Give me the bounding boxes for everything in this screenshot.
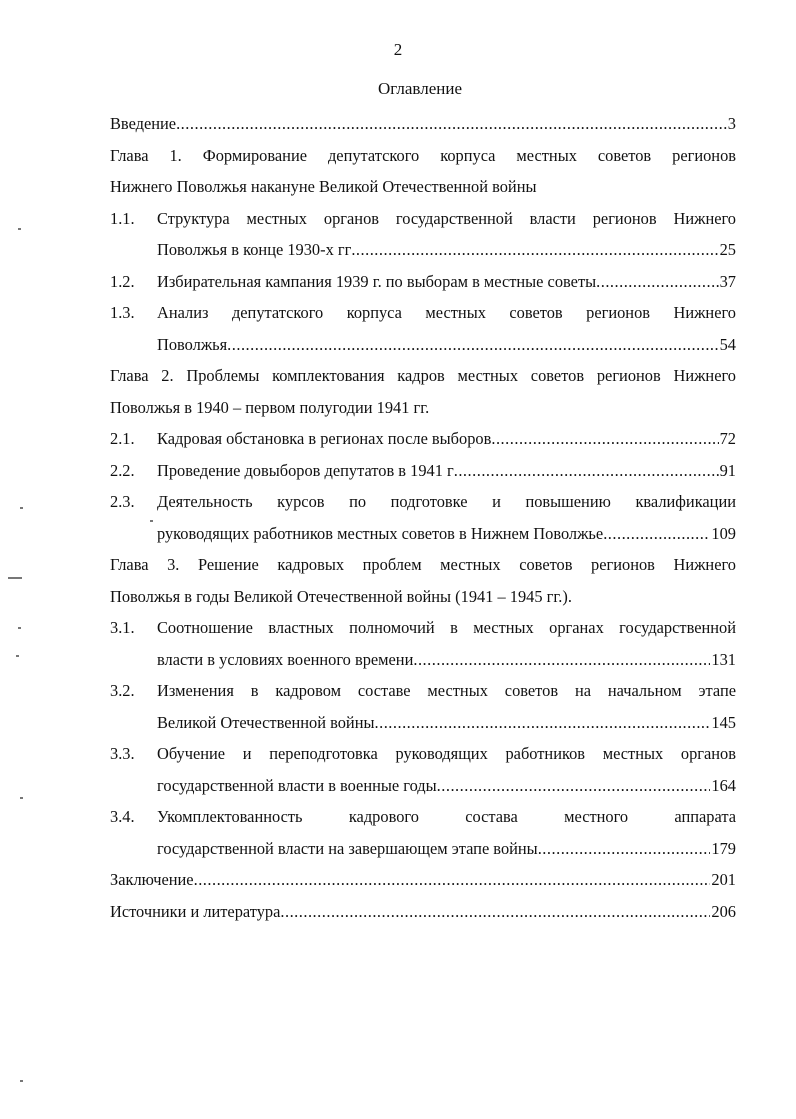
scan-mark: [20, 1080, 23, 1082]
toc-title: Оглавление: [378, 79, 462, 98]
chapter-title-line: Глава 3. Решение кадровых проблем местных советов регионов Нижнего: [110, 555, 736, 574]
section-number: 3.3.: [110, 744, 135, 763]
toc-section-3-1[interactable]: [110, 612, 736, 675]
toc-entry-page: 3: [727, 114, 736, 133]
chapter-title-line: Глава 2. Проблемы комплектования кадров местных советов регионов Нижнего: [110, 366, 736, 385]
section-title-line: Структура местных органов государственной власти регионов Нижнего: [157, 208, 736, 228]
page-number: 2: [393, 40, 403, 59]
chapter-title-line: Поволжья в годы Великой Отечественной войны (1941 – 1945 гг.).: [110, 586, 572, 606]
toc-chapter-2[interactable]: [110, 360, 736, 423]
scan-mark: [16, 655, 19, 657]
section-title-line: власти в условиях военного времени: [157, 649, 414, 669]
dot-leader: [280, 896, 710, 928]
toc-entry-page: 109: [711, 523, 736, 543]
toc-entry-page: 131: [711, 649, 736, 669]
section-title-line: государственной власти в военные годы: [157, 775, 437, 795]
dot-leader: [351, 234, 718, 266]
toc-section-2-1[interactable]: [110, 423, 736, 455]
chapter-title-line: Поволжья в 1940 – первом полугодии 1941 гг.: [110, 397, 430, 417]
toc-entry-page: 37: [719, 271, 736, 291]
section-number: 2.2.: [110, 460, 135, 480]
toc-section-2-2[interactable]: [110, 455, 736, 487]
toc-entry-intro[interactable]: [110, 108, 736, 140]
chapter-title-line: Глава 1. Формирование депутатского корпуса местных советов регионов: [110, 145, 736, 165]
scan-mark: [150, 520, 153, 522]
section-number: 3.2.: [110, 681, 135, 700]
section-title-line: Укомплектованность кадрового состава местного аппарата: [157, 807, 736, 826]
section-number: 2.3.: [110, 492, 135, 511]
toc-section-3-2[interactable]: [110, 675, 736, 738]
dot-leader: [227, 329, 718, 361]
toc-entry-page: 72: [719, 429, 736, 448]
section-number: 1.2.: [110, 271, 135, 291]
section-title-line: Избирательная кампания 1939 г. по выборам в местные советы: [157, 271, 597, 291]
toc-section-1-3[interactable]: [110, 297, 736, 360]
dot-leader: [176, 108, 727, 140]
dot-leader: [413, 644, 710, 676]
toc-entry-sources[interactable]: [110, 896, 736, 928]
section-number: 1.3.: [110, 303, 135, 322]
toc-chapter-1[interactable]: [110, 140, 736, 203]
dot-leader: [491, 423, 718, 455]
toc-section-1-2[interactable]: [110, 266, 736, 298]
section-title-line: руководящих работников местных советов в Нижнем Поволжье: [157, 523, 604, 543]
section-title-line: государственной власти на завершающем этапе войны: [157, 838, 538, 858]
toc-entry-page: 164: [711, 775, 736, 795]
scan-mark: [8, 577, 22, 579]
section-title-line: Анализ депутатского корпуса местных советов регионов Нижнего: [157, 303, 736, 322]
toc-section-3-3[interactable]: [110, 738, 736, 801]
toc-chapter-3[interactable]: [110, 549, 736, 612]
section-number: 2.1.: [110, 429, 135, 448]
section-title-line: Проведение довыборов депутатов в 1941 г: [157, 460, 454, 480]
toc-entry-conclusion[interactable]: [110, 864, 736, 896]
scan-mark: [18, 228, 21, 230]
scan-mark: [18, 627, 21, 629]
toc-entry-page: 145: [711, 712, 736, 732]
dot-leader: [194, 864, 711, 896]
toc-entry-page: 201: [711, 870, 736, 889]
dot-leader: [375, 707, 711, 739]
toc-entry-label: Заключение: [110, 870, 194, 889]
toc-section-3-4[interactable]: [110, 801, 736, 864]
scan-mark: [20, 797, 23, 799]
section-title-line: Изменения в кадровом составе местных советов на начальном этапе: [157, 681, 736, 700]
section-title-line: Деятельность курсов по подготовке и повышению квалификации: [157, 492, 736, 511]
toc-entry-page: 25: [719, 240, 736, 259]
dot-leader: [596, 266, 718, 298]
toc-entry-page: 54: [719, 334, 736, 354]
section-title-line: Соотношение властных полномочий в местных органах государственной: [157, 618, 736, 637]
toc-section-2-3[interactable]: [110, 486, 736, 549]
section-number: 3.4.: [110, 807, 135, 826]
section-number: 3.1.: [110, 618, 135, 637]
table-of-contents: [110, 108, 736, 927]
dot-leader: [454, 455, 719, 487]
dot-leader: [437, 770, 711, 802]
toc-entry-label: Источники и литература: [110, 901, 281, 921]
toc-entry-page: 179: [711, 838, 736, 858]
scan-mark: [20, 507, 23, 509]
toc-entry-page: 206: [711, 901, 736, 921]
section-title-line: Поволжья в конце 1930-х гг: [157, 240, 352, 259]
section-number: 1.1.: [110, 208, 135, 228]
section-title-line: Великой Отечественной войны: [157, 712, 375, 732]
dot-leader: [538, 833, 711, 865]
chapter-title-line: Нижнего Поволжья накануне Великой Отечественной войны: [110, 177, 537, 196]
section-title-line: Обучение и переподготовка руководящих работников местных органов: [157, 744, 736, 763]
section-title-line: Кадровая обстановка в регионах после выборов: [157, 429, 492, 448]
toc-entry-page: 91: [719, 460, 736, 480]
toc-entry-label: Введение: [110, 114, 177, 133]
toc-section-1-1[interactable]: [110, 203, 736, 266]
section-title-line: Поволжья: [157, 334, 228, 354]
dot-leader: [603, 518, 710, 550]
